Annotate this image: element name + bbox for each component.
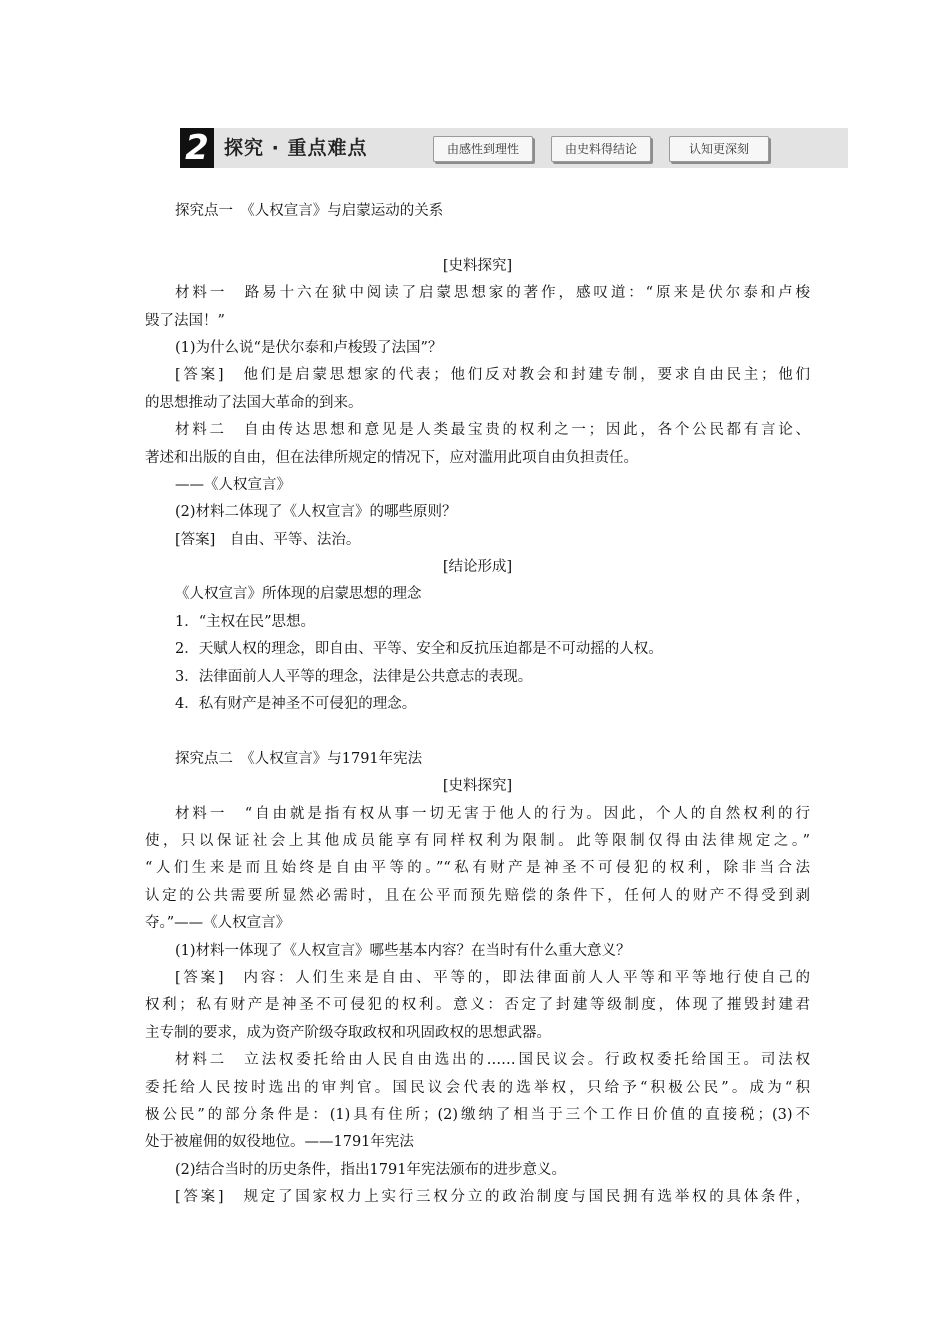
section-banner — [180, 128, 848, 168]
text-line: 的思想推动了法国大革命的到来。 — [145, 394, 363, 411]
text-line: 材料二 自由传达思想和意见是人类最宝贵的权利之一；因此，各个公民都有言论、 — [175, 422, 810, 439]
tag-historical-conclusion: 由史料得结论 — [551, 136, 651, 162]
text-line: 处于被雇佣的奴役地位。——1791年宪法 — [145, 1134, 414, 1151]
text-line: ——《人权宣言》 — [175, 476, 291, 493]
text-line: 3．法律面前人人平等的理念，法律是公共意志的表现。 — [175, 668, 533, 685]
tag-perception: 由感性到理性 — [433, 136, 533, 162]
text-line: [答案] 他们是启蒙思想家的代表；他们反对教会和封建专制，要求自由民主；他们 — [175, 367, 810, 384]
text-line: 主专制的要求，成为资产阶级夺取政权和巩固政权的思想武器。 — [145, 1024, 551, 1041]
text-line: 2．天赋人权的理念，即自由、平等、安全和反抗压迫都是不可动摇的人权。 — [175, 641, 663, 658]
text-line: (1)材料一体现了《人权宣言》哪些基本内容？在当时有什么重大意义？ — [175, 942, 631, 959]
text-line: [答案] 内容：人们生来是自由、平等的，即法律面前人人平等和平等地行使自己的 — [175, 969, 810, 986]
text-line: [答案] 自由、平等、法治。 — [175, 531, 361, 548]
blank-line — [145, 225, 810, 252]
text-line: “人们生来是而且始终是自由平等的。”“私有财产是神圣不可侵犯的权利，除非当合法 — [145, 860, 810, 877]
text-line: [答案] 规定了国家权力上实行三权分立的政治制度与国民拥有选举权的具体条件， — [175, 1189, 810, 1206]
text-line: 材料二 立法权委托给由人民自由选出的……国民议会。行政权委托给国王。司法权 — [175, 1052, 810, 1069]
text-line: 著述和出版的自由，但在法律所规定的情况下，应对滥用此项自由负担责任。 — [145, 449, 638, 466]
section-title: 探究 · 重点难点 — [224, 137, 368, 159]
text-line: (1)为什么说“是伏尔泰和卢梭毁了法国”？ — [175, 339, 443, 356]
blank-line — [145, 718, 810, 745]
document-body — [145, 198, 810, 1211]
text-line: 使，只以保证社会上其他成员能享有同样权利为限制。此等限制仅得由法律规定之。” — [145, 832, 810, 849]
text-line: [史料探究] — [442, 257, 513, 274]
text-line: 委托给人民按时选出的审判官。国民议会代表的选举权，只给予“积极公民”。成为“积 — [145, 1079, 810, 1096]
text-line: 探究点二 《人权宣言》与1791年宪法 — [175, 750, 423, 767]
text-line: 极公民”的部分条件是：(1)具有住所；(2)缴纳了相当于三个工作日价值的直接税；(3)不 — [145, 1106, 810, 1123]
text-line: (2)结合当时的历史条件，指出1791年宪法颁布的进步意义。 — [175, 1161, 566, 1178]
text-line: 夺。”——《人权宣言》 — [145, 915, 291, 932]
text-line: 认定的公共需要所显然必需时，且在公平而预先赔偿的条件下，任何人的财产不得受到剥 — [145, 887, 810, 904]
text-line: 4．私有财产是神圣不可侵犯的理念。 — [175, 696, 417, 713]
text-line: 1．“主权在民”思想。 — [175, 613, 316, 630]
text-line: 毁了法国！” — [145, 312, 225, 329]
text-line: (2)材料二体现了《人权宣言》的哪些原则？ — [175, 504, 457, 521]
text-line: 材料一 路易十六在狱中阅读了启蒙思想家的著作，感叹道：“原来是伏尔泰和卢梭 — [175, 285, 810, 302]
text-line: [史料探究] — [442, 778, 513, 795]
section-number: 2 — [180, 128, 214, 168]
text-line: 权利；私有财产是神圣不可侵犯的权利。意义：否定了封建等级制度，体现了摧毁封建君 — [145, 997, 810, 1014]
text-line: [结论形成] — [442, 559, 513, 576]
tag-deeper-understanding: 认知更深刻 — [669, 136, 769, 162]
text-line: 探究点一 《人权宣言》与启蒙运动的关系 — [175, 203, 444, 219]
text-line: 材料一 “自由就是指有权从事一切无害于他人的行为。因此，个人的自然权利的行 — [175, 805, 810, 822]
text-line: 《人权宣言》所体现的启蒙思想的理念 — [175, 586, 422, 603]
